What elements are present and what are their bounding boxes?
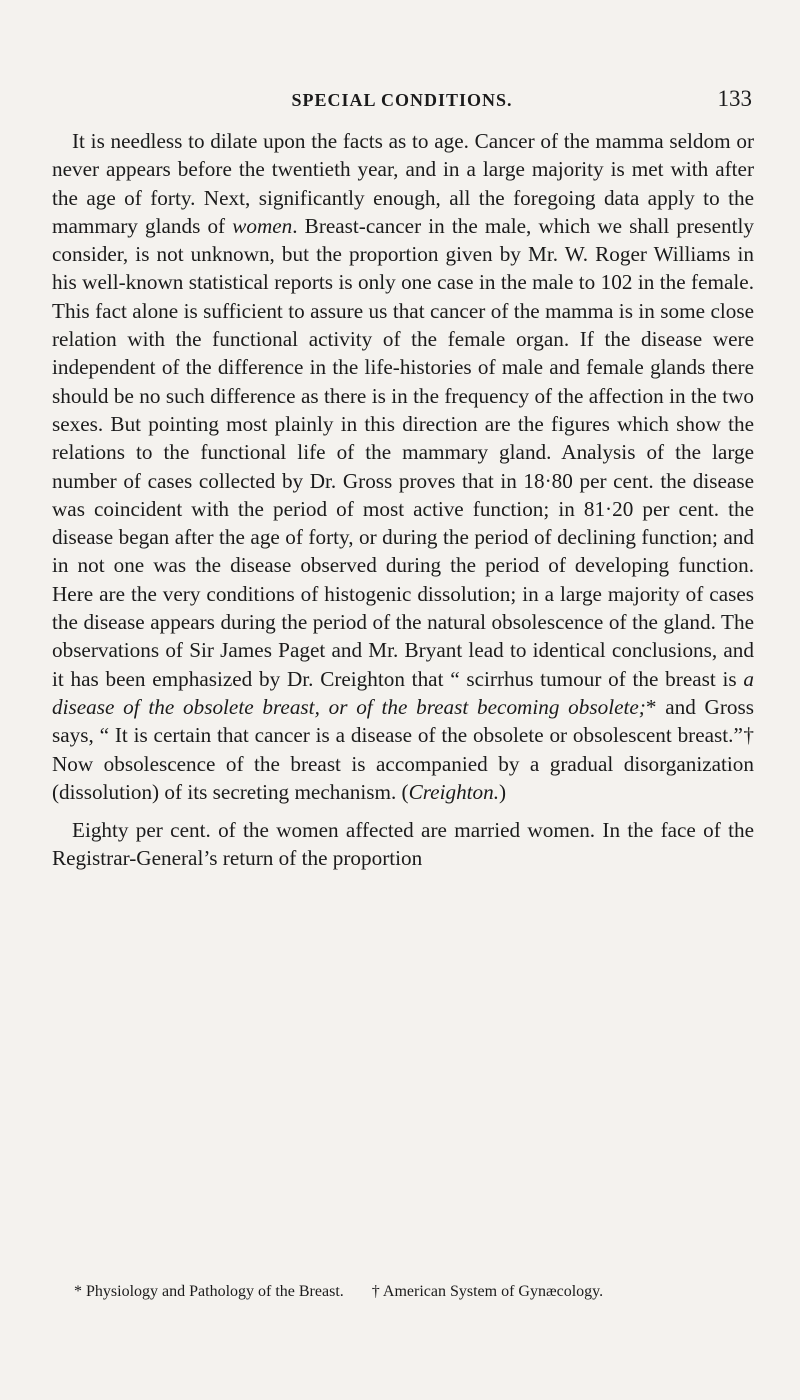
paragraph-age-and-function <box>52 127 754 806</box>
footnote-star: * Physiology and Pathology of the Breast. <box>74 1283 344 1300</box>
p1-emphasis-creighton: Creighton. <box>408 779 500 804</box>
p1-emphasis-obsolete-breast: a disease of the obsolete breast, or of the breast becoming obsolete; <box>52 666 754 719</box>
p1-segment-4: ) <box>499 779 507 804</box>
p1-segment-3: * and Gross says, “ It is certain that cancer is a disease of the obsolete or obsolescent breast.”† Now obsolescence of the breast is accompanied by a gradual disorganization (dissolution) of its secreting mechanism. ( <box>52 694 754 804</box>
p1-emphasis-women: women <box>232 213 293 238</box>
running-head <box>52 86 752 118</box>
paragraph-married-women: Eighty per cent. of the women affected are married women. In the face of the Registrar-General’s return of the proportion <box>52 818 754 871</box>
p1-segment-1: It is needless to dilate upon the facts as to age. Cancer of the mamma seldom or never appears before the twentieth year, and in a large majority is met with after the age of forty. Next, significantly enough, all the foregoing data apply to the mammary glands of <box>52 129 754 238</box>
footnotes <box>74 1282 754 1302</box>
p1-segment-2: . Breast-cancer in the male, which we shall presently consider, is not unknown, but the proportion given by Mr. W. Roger Williams in his well-known statistical reports is only one case in the male to 102 in the female. This fact alone is sufficient to assure us that cancer of the mamma is in some close relation with the functional activity of the female organ. If the disease were independent of the difference in the life-histories of male and female glands there should be no such difference as there is in the frequency of the affection in the two sexes. But pointing most plainly in this direction are the figures which show the relations to the functional life of the mammary gland. Analysis of the large number of cases collected by Dr. Gross proves that in 18·80 per cent. the disease was coincident with the period of most active function; in 81·20 per cent. the disease began after the age of forty, or during the period of declining function; and in not one was the disease observed during the period of developing function. Here are the very conditions of histogenic dissolution; in a large majority of cases the disease appears during the period of the natural obsolescence of the gland. The observations of Sir James Paget and Mr. Bryant lead to identical conclusions, and it has been emphasized by Dr. Creighton that “ scirrhus tumour of the breast is <box>52 213 754 691</box>
page-number: 133 <box>717 86 752 111</box>
body-text <box>52 127 754 873</box>
footnote-dagger: † American System of Gynæcology. <box>371 1283 604 1300</box>
running-title: SPECIAL CONDITIONS. <box>291 90 513 110</box>
